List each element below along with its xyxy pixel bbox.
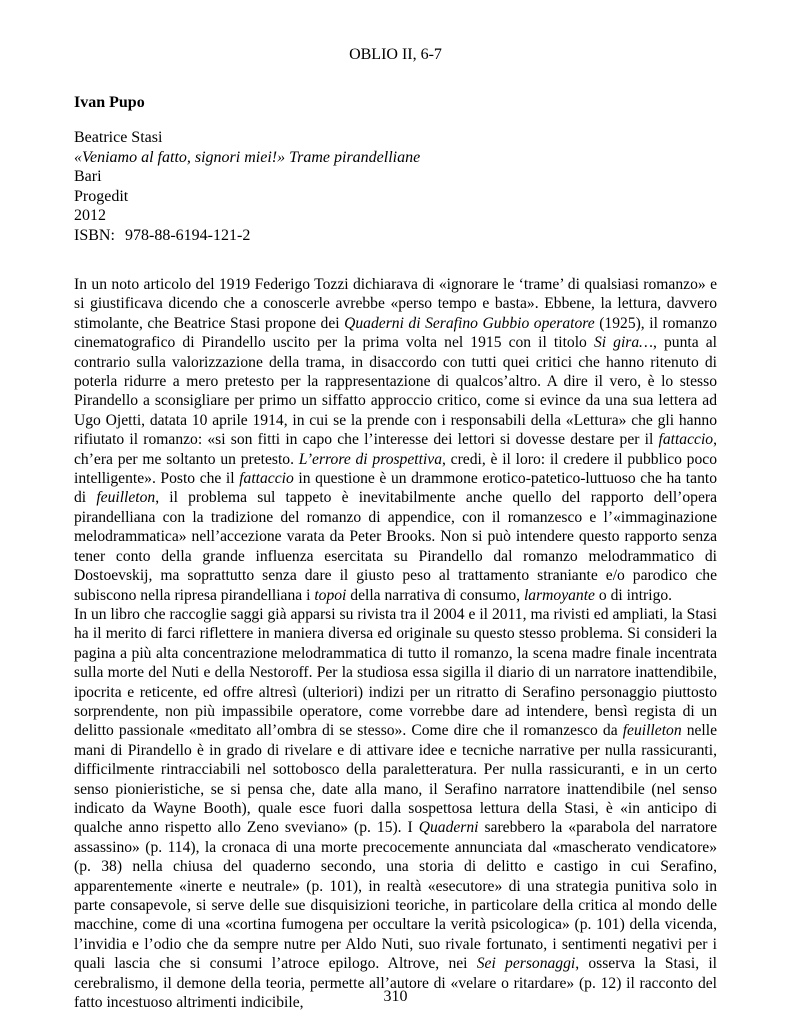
book-isbn <box>74 226 420 246</box>
isbn-label: ISBN: <box>74 226 115 244</box>
paragraph-1: In un noto articolo del 1919 Federigo Tozzi dichiarava di «ignorare le ‘trame’ di qualsiasi romanzo» e si giustificava dicendo che a conoscerle avrebbe «perso tempo e basta». Ebbene, la lettura, davvero stimolante, che Beatrice Stasi propone dei Quaderni di Serafino Gubbio operatore (1925), il romanzo cinematografico di Pirandello uscito per la prima volta nel 1915 con il titolo Si gira…, punta al contrario sulla valorizzazione della trama, in disaccordo con tutti quei critici che hanno ritenuto di poterla ridurre a mero pretesto per la rappresentazione di qualcos’altro. A dire il vero, è lo stesso Pirandello a sconsigliare per primo un siffatto approccio critico, come si evince da una sua lettera ad Ugo Ojetti, datata 10 aprile 1914, in cui se la prende con i responsabili della «Lettura» che gli hanno rifiutato il romanzo: «si son fitti in capo che l’interesse dei lettori si dovesse destare per il fattaccio, ch’era per me soltanto un pretesto. L’errore di prospettiva, credi, è il loro: il credere il pubblico poco intelligente». Posto che il fattaccio in questione è un drammone erotico-patetico-luttuoso che ha tanto di feuilleton, il problema sul tappeto è inevitabilmente anche quello del rapporto dell’opera pirandelliana con la tradizione del romanzo di appendice, con il romanzesco e l’«immaginazione melodrammatica» nell’accezione varata da Peter Brooks. Non si può intendere questo rapporto senza tener conto della grande influenza esercitata su Pirandello dal romanzo melodrammatico di Dostoevskij, ma soprattutto senza dare il giusto peso al trattamento straniante e/o parodico che subiscono nella ripresa pirandelliana i topoi della narrativa di consumo, larmoyante o di intrigo. <box>74 276 718 604</box>
review-author: Ivan Pupo <box>74 94 145 111</box>
isbn-value: 978-88-6194-121-2 <box>125 226 251 244</box>
book-title: «Veniamo al fatto, signori miei!» Trame pirandelliane <box>74 148 421 166</box>
page-number: 310 <box>383 988 408 1005</box>
review-body <box>74 275 717 1012</box>
paragraph-2: In un libro che raccoglie saggi già apparsi su rivista tra il 2004 e il 2011, ma rivisti ed ampliati, la Stasi ha il merito di farci riflettere in maniera diversa ed originale su questo stesso problema. Si consideri la pagina a più alta concentrazione melodrammatica di tutto il romanzo, la scena madre finale incentrata sulla morte del Nuti e della Nestoroff. Per la studiosa essa sigilla il diario di un narratore inattendibile, ipocrita e reticente, ed offre altresì (ulteriori) indizi per un ritratto di Serafino personaggio piuttosto sorprendente, non più impassibile operatore, come vorrebbe dare ad intendere, bensì regista di un delitto passionale «meditato all’ombra di se stesso». Come dire che il romanzesco da feuilleton nelle mani di Pirandello è in grado di rivelare e di attivare idee e tecniche narrative per nulla rassicuranti, difficilmente rintracciabili nel sottobosco della paraletteratura. Per nulla rassicuranti, e in un certo senso pionieristiche, se si pensa che, date alla mano, il Serafino narratore inattendibile (nel senso indicato da Wayne Booth), quale esce fuori dalla sospettosa lettura della Stasi, è «in anticipo di qualche anno rispetto allo Zeno sveviano» (p. 15). I Quaderni sarebbero la «parabola del narratore assassino» (p. 114), la cronaca di una morte precocemente annunciata dal «mascherato vendicatore» (p. 38) nella chiusa del quaderno secondo, una storia di delitto e castigo in cui Serafino, apparentemente «inerte e neutrale» (p. 101), in realtà «esecutore» di una strategia punitiva solo in parte consapevole, si serve delle sue disquisizioni teoriche, in particolare della critica al mondo delle macchine, come di una «cortina fumogena per occultare la verità psicologica» (p. 101) della vicenda, l’invidia e l’odio che da sempre nutre per Aldo Nuti, suo rivale fortunato, i sentimenti negativi per i quali lascia che si consumi l’atroce epilogo. Altrove, nei Sei personaggi, osserva la Stasi, il cerebralismo, il demone della teoria, permette all’autore di «velare o ritardare» (p. 12) il racconto del fatto incestuoso altrimenti indicibile, <box>74 605 718 1012</box>
journal-header: OBLIO II, 6-7 <box>349 46 442 63</box>
book-year: 2012 <box>74 207 106 225</box>
book-citation <box>74 128 420 246</box>
book-author: Beatrice Stasi <box>74 129 163 146</box>
book-publisher: Progedit <box>74 187 129 205</box>
book-city: Bari <box>74 168 102 186</box>
